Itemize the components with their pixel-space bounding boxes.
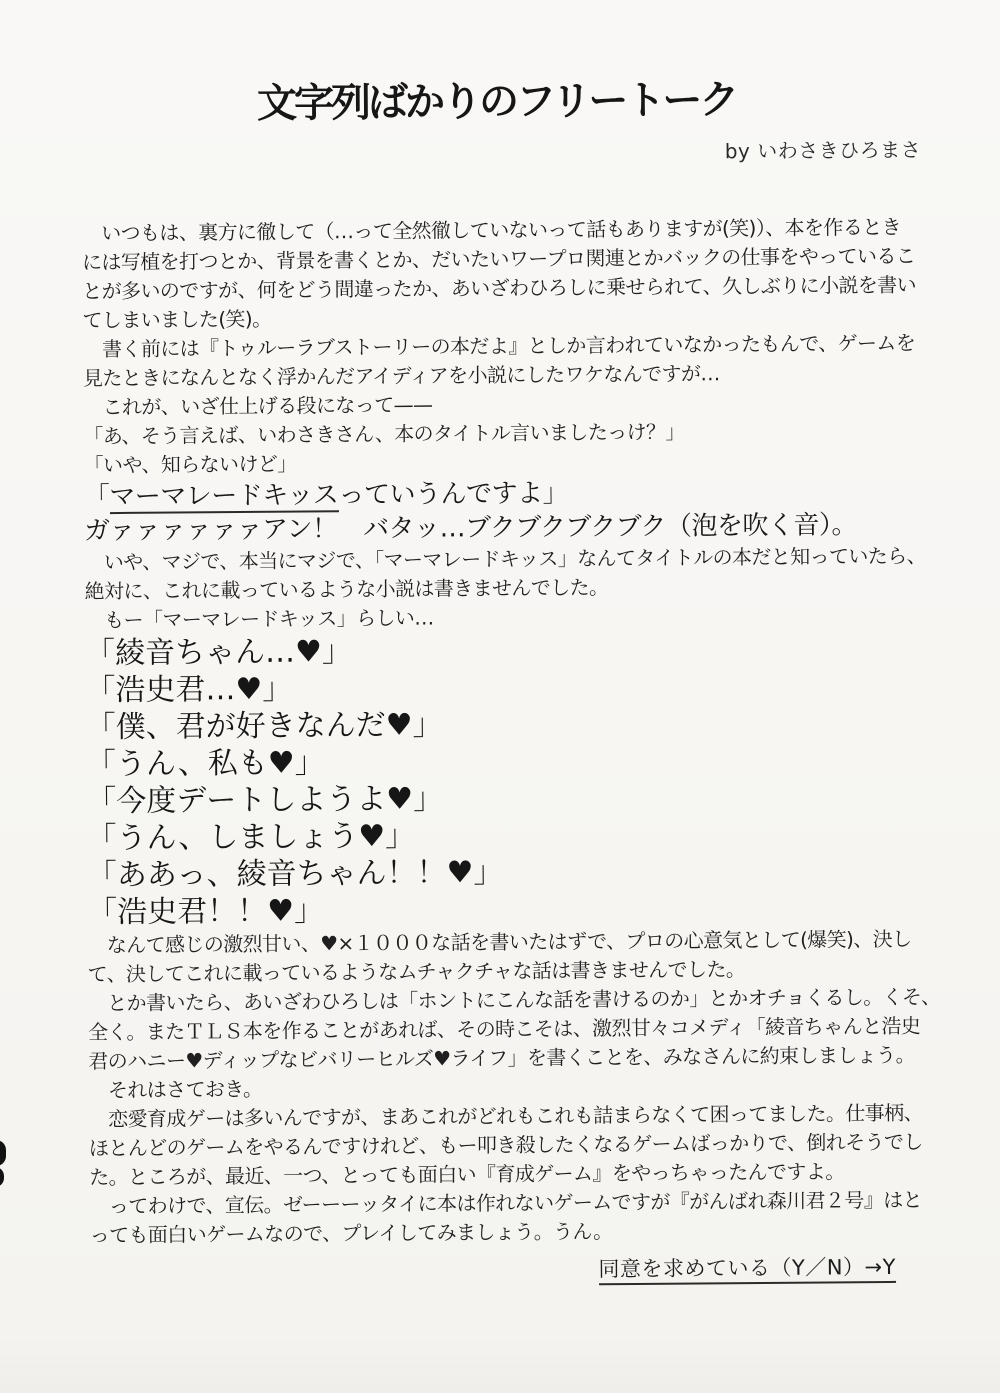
- text-line: 絶対に、これに載っているような小説は書きませんでした。: [84, 575, 609, 604]
- text-line: てしまいました(笑)。: [82, 306, 272, 333]
- underlined-title: マーマレードキッス: [109, 480, 339, 513]
- text-line: には写植を打つとか、背景を書くとか、だいたいワープロ関連とかバックの仕事をやっているこ: [81, 243, 916, 275]
- dialogue-line: 「綾音ちゃん…♥」: [84, 634, 353, 672]
- text-line: 「あ、そう言えば、いわさきさん、本のタイトル言いましたっけ？」: [83, 419, 685, 449]
- text-line: とか書いたら、あいざわひろしは「ホントにこんな話を書けるのか」とかオチョくるし。くそ、: [87, 984, 941, 1016]
- dialogue-line: 「僕、君が好きなんだ♥」: [85, 707, 443, 746]
- scream-line: ガァァァァァァアン！ バタッ…ブクブクブクブク（泡を吹く音）。: [84, 510, 858, 547]
- text-line: ほとんどのゲームをやるんですけれど、もー叩き殺したくなるゲームばっかりで、倒れそうでし: [88, 1129, 923, 1161]
- author-byline: by いわさきひろまさ: [724, 137, 922, 164]
- dialogue-line: 「浩史君…♥」: [85, 671, 293, 709]
- text-line: それはさておき。: [88, 1076, 263, 1103]
- consent-text: 同意を求めている（Y／N）→Y: [598, 1255, 896, 1285]
- text-line: 君のハニー♥ディップなビバリーヒルズ♥ライフ」を書くことを、みなさんに約束しましょう。: [88, 1042, 916, 1074]
- text-line: 見たときになんとなく浮かんだアイディアを小説にしたワケなんですが…: [82, 361, 720, 391]
- text-line: とが多いのですが、何をどう間違ったか、あいざわひろしに乗せられて、久しぶりに小説を書い: [82, 272, 917, 304]
- text-line: て、決してこれに載っているようなムチャクチャな話は書きませんでした。: [87, 957, 746, 987]
- consent-footer: [90, 1252, 896, 1288]
- scan-artifact-blob: [0, 1140, 6, 1166]
- page-title: 文字列ばかりのフリートーク: [256, 77, 737, 127]
- dialogue-line: 「浩史君！！♥」: [86, 893, 325, 931]
- dialogue-line: 「ああっ、綾音ちゃん！！♥」: [86, 854, 504, 894]
- text-line: いつもは、裏方に徹して（…って全然徹していないって話もありますが(笑)）、本を作るとき: [81, 214, 902, 246]
- text-line: 恋愛育成ゲーは多いんですが、まあこれがどれもこれも詰まらなくて困ってました。仕事柄、: [88, 1100, 924, 1132]
- text-line: 「いや、知らないけど」: [83, 451, 297, 478]
- quote-rest: っていうんですよ」: [338, 478, 569, 511]
- text-line: ってわけで、宣伝。ゼーーーッタイに本は作れないゲームですが『がんばれ森川君２号』はと: [89, 1187, 923, 1219]
- text-line: 書く前には『トゥルーラブストーリーの本だよ』としか言われていなかったもんで、ゲームを: [82, 330, 916, 362]
- text-line: た。ところが、最近、一つ、とっても面白い『育成ゲーム』をやっちゃったんですよ。: [89, 1159, 845, 1190]
- text-line: これが、いざ仕上げる段になって——: [83, 392, 433, 420]
- text-line: いや、マジで、本当にマジで、「マーマレードキッス」なんてタイトルの本だと知っていたら、: [84, 543, 927, 575]
- quote-open: 「: [83, 482, 110, 513]
- body-text: [82, 212, 966, 1288]
- text-line: もー「マーマレードキッス」らしい…: [84, 605, 434, 633]
- scan-artifact: [0, 1140, 6, 1188]
- text-line: 全く。またＴＬＳ本を作ることがあれば、その時こそは、激烈甘々コメディ「綾音ちゃんと浩史: [87, 1013, 921, 1045]
- scan-artifact-blob: [0, 1167, 4, 1187]
- text-line: っても面白いゲームなので、プレイしてみましょう。うん。: [89, 1219, 613, 1248]
- dialogue-line: 「うん、私も♥」: [85, 745, 325, 783]
- dialogue-line: 「今度デートしようよ♥」: [86, 781, 444, 820]
- dialogue-line: 「うん、しましょう♥」: [86, 818, 416, 857]
- text-line: なんて感じの激烈甘い、♥×１０００な話を書いたはずで、プロの心意気として(爆笑)、決し: [87, 926, 912, 958]
